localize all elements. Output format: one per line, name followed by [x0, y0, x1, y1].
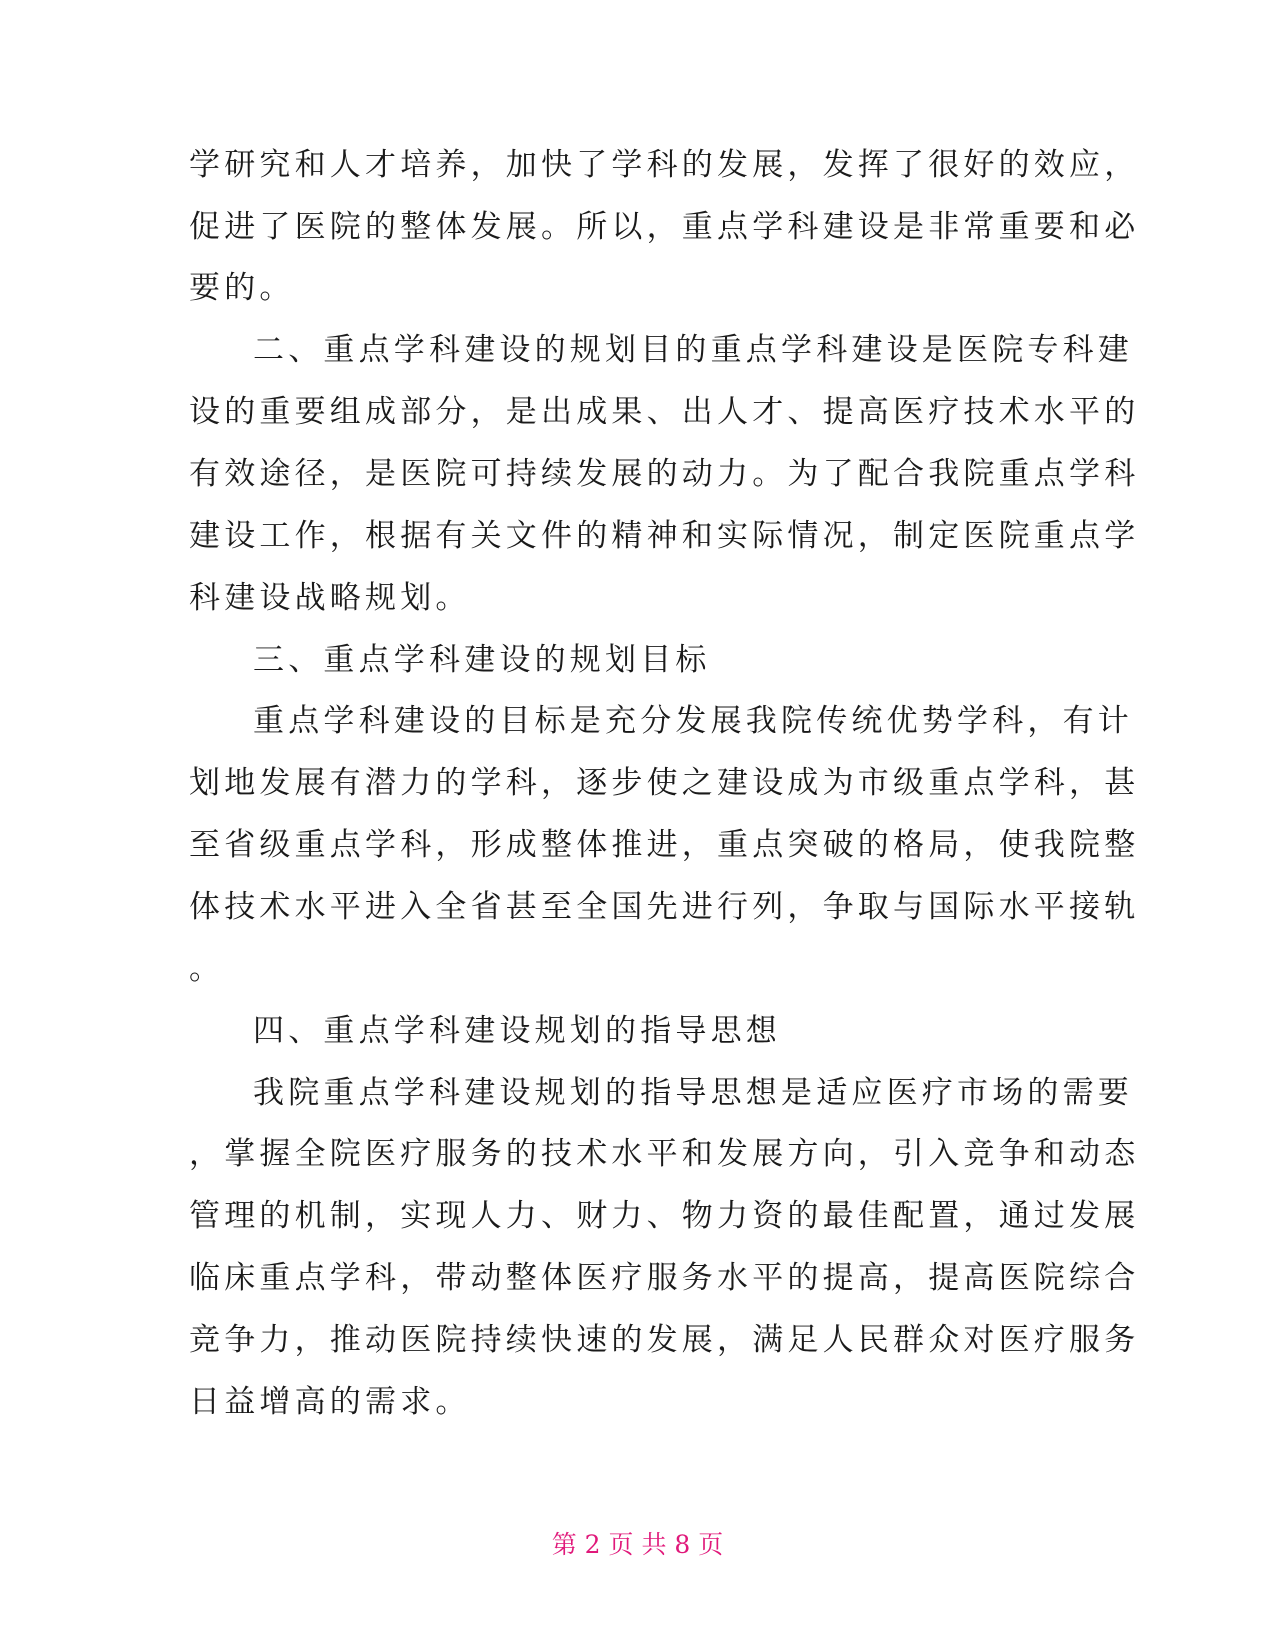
section-2-heading-line: 二、重点学科建设的规划目的重点学科建设是医院专科建: [253, 332, 1133, 368]
text-line-18: 管理的机制，实现人力、财力、物力资的最佳配置，通过发展: [189, 1198, 1140, 1234]
text-line-17: ，掌握全院医疗服务的技术水平和发展方向，引入竞争和动态: [189, 1136, 1140, 1172]
text-line-20: 竞争力，推动医院持续快速的发展，满足人民群众对医疗服务: [189, 1322, 1140, 1358]
page-number-footer: 第 2 页 共 8 页: [551, 1530, 724, 1559]
text-line-8: 科建设战略规划。: [189, 580, 471, 616]
text-line-10: 重点学科建设的目标是充分发展我院传统优势学科，有计: [253, 703, 1133, 739]
text-line-21: 日益增高的需求。: [189, 1384, 471, 1420]
text-line-12: 至省级重点学科，形成整体推进，重点突破的格局，使我院整: [189, 827, 1140, 863]
text-line-2: 促进了医院的整体发展。所以，重点学科建设是非常重要和必: [189, 209, 1140, 245]
text-line-7: 建设工作，根据有关文件的精神和实际情况，制定医院重点学: [189, 518, 1140, 554]
text-line-16: 我院重点学科建设规划的指导思想是适应医疗市场的需要: [253, 1075, 1133, 1111]
section-4-heading: 四、重点学科建设规划的指导思想: [253, 1013, 781, 1049]
text-line-5: 设的重要组成部分，是出成果、出人才、提高医疗技术水平的: [189, 394, 1140, 430]
text-line-13: 体技术水平进入全省甚至全国先进行列，争取与国际水平接轨: [189, 889, 1140, 925]
text-line-19: 临床重点学科，带动整体医疗服务水平的提高，提高医院综合: [189, 1260, 1140, 1296]
text-line-14: 。: [189, 951, 225, 987]
text-line-3: 要的。: [189, 270, 295, 306]
text-line-1: 学研究和人才培养，加快了学科的发展，发挥了很好的效应，: [189, 147, 1140, 183]
text-line-6: 有效途径，是医院可持续发展的动力。为了配合我院重点学科: [189, 456, 1140, 492]
section-3-heading: 三、重点学科建设的规划目标: [253, 642, 711, 678]
text-line-11: 划地发展有潜力的学科，逐步使之建设成为市级重点学科，甚: [189, 765, 1140, 801]
